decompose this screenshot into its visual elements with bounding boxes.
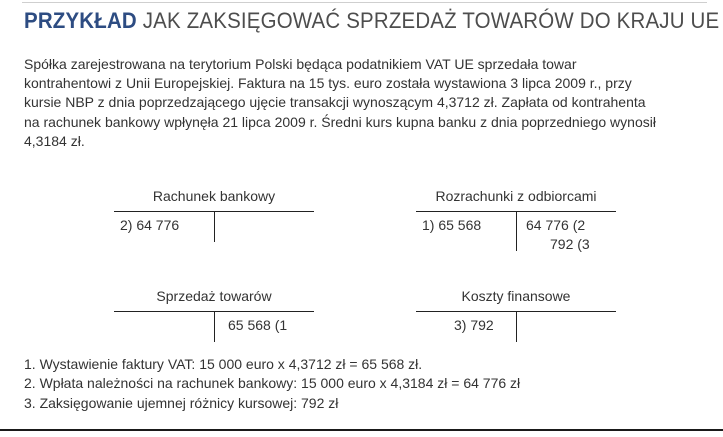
note-item: 2. Wpłata należności na rachunek bankowy: 15 000 euro x 4,3184 zł = 64 776 zł bbox=[24, 375, 521, 392]
description-line: Spółka zarejestrowana na terytorium Polski będąca podatnikiem VAT UE sprzedała towar bbox=[24, 56, 577, 72]
debit-entry: 3) 792 bbox=[454, 317, 494, 333]
note-item: 3. Zaksięgowanie ujemnej różnicy kursowej: 792 zł bbox=[24, 394, 339, 411]
t-account-financial-costs bbox=[416, 288, 616, 342]
title-text: JAK ZAKSIĘGOWAĆ SPRZEDAŻ TOWARÓW DO KRAJU UE bbox=[142, 8, 720, 33]
debit-entry: 1) 65 568 bbox=[422, 217, 482, 233]
t-account-sales bbox=[114, 288, 314, 342]
account-name: Koszty finansowe bbox=[461, 288, 571, 304]
description-line: 4,3184 zł. bbox=[24, 132, 85, 149]
account-name: Rachunek bankowy bbox=[152, 188, 276, 204]
account-debit-side bbox=[454, 316, 546, 335]
account-debit-side bbox=[120, 216, 212, 235]
account-name: Sprzedaż towarów bbox=[156, 288, 272, 304]
description-line: na rachunek bankowy wpłynęła 21 lipca 2009 r. Średni kurs kupna banku z dnia poprzedniego wynosił bbox=[24, 113, 656, 130]
account-credit-side bbox=[526, 216, 618, 254]
example-title bbox=[24, 8, 719, 34]
title-keyword: PRZYKŁAD bbox=[24, 8, 137, 33]
account-vertical-line bbox=[516, 211, 517, 251]
account-debit-side bbox=[422, 216, 514, 235]
bottom-rule bbox=[0, 429, 723, 431]
account-name: Rozrachunki z odbiorcami bbox=[435, 188, 597, 204]
account-vertical-line bbox=[214, 311, 215, 342]
description-line: kursie NBP z dnia poprzedzającego ujęcie transakcji wynoszącym 4,3712 zł. Zapłata od kontrahenta bbox=[24, 94, 646, 111]
credit-entry: 792 (3 bbox=[550, 236, 590, 252]
note-item: 1. Wystawienie faktury VAT: 15 000 euro x 4,3712 zł = 65 568 zł. bbox=[24, 356, 423, 372]
t-account-bank bbox=[114, 188, 314, 242]
t-account-receivables bbox=[416, 188, 616, 252]
top-rule bbox=[22, 2, 707, 3]
example-description bbox=[24, 55, 684, 151]
description-line: kontrahentowi z Unii Europejskiej. Faktura na 15 tys. euro została wystawiona 3 lipca 2009 r., przy bbox=[24, 75, 632, 92]
explanation-notes bbox=[24, 355, 520, 413]
credit-entry: 64 776 (2 bbox=[526, 217, 586, 233]
debit-entry: 2) 64 776 bbox=[120, 217, 180, 233]
credit-entry: 65 568 (1 bbox=[228, 317, 288, 333]
account-vertical-line bbox=[214, 211, 215, 242]
account-credit-side bbox=[228, 316, 320, 335]
